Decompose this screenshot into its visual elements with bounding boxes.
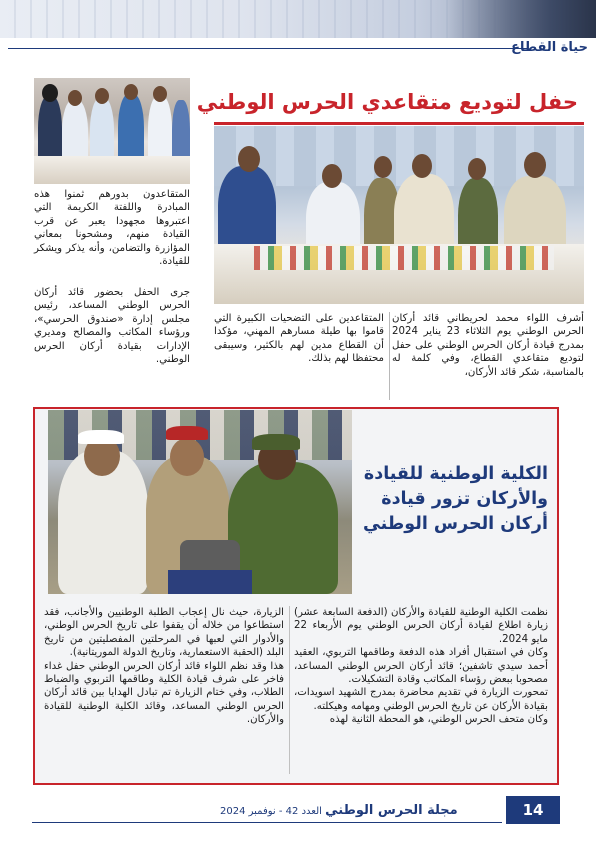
article2-col-right xyxy=(294,606,548,727)
article1-col-middle: المتقاعدين على التضحيات الكبيرة التي قاموا بها طيلة مسارهم المهني، مؤكدا أن القطاع مدين لهم بالكثير، وسيبقى محتفظا لهم بذلك. xyxy=(214,313,384,365)
header-banner xyxy=(0,0,596,38)
issue-info: العدد 42 - نوفمبر 2024 xyxy=(220,806,322,817)
photo-gift-exchange xyxy=(48,410,352,594)
section-label: حياة القطاع xyxy=(511,40,588,55)
magazine-name: مجلة الحرس الوطني xyxy=(325,803,458,818)
column-divider xyxy=(389,312,390,400)
article2-paragraph: وكان متحف الحرس الوطني، هو المحطة الثانية لهذه xyxy=(329,714,548,726)
column-divider xyxy=(289,606,290,774)
footer-info xyxy=(220,803,502,818)
photo-ceremony-group xyxy=(214,126,584,304)
article1-col-left-top: المتقاعدون بدورهم ثمنوا هذه المبادرة واللفتة الكريمة التي اعتبروها مجهودا يعبر عن قرب القيادة منهم، ومشحونا بمعاني المؤازرة والتضامن، وأنه يذكر ويشكر للقيادة. xyxy=(34,189,190,268)
article2-paragraph: نظمت الكلية الوطنية للقيادة والأركان (الدفعة السابعة عشر) زيارة اطلاع لقيادة أركان الحرس الوطني يوم الأربعاء 22 مايو 2024. xyxy=(294,607,548,645)
article2-paragraph: الزيارة، حيث نال إعجاب الطلبة الوطنيين والأجانب، فقد استطاعوا من خلاله أن يقفوا على تاريخ الحرس الوطني، والأدوار التي لعبها في المرحلتين المفصليتين من تاريخ البلد (الحقبة الاستعمارية، وتاريخ الدولة الموريتانية). xyxy=(44,607,284,659)
article1-col-left-bottom: جرى الحفل بحضور قائد أركان الحرس الوطني المساعد، رئيس مجلس إدارة «صندوق الحرسي»، ورؤساء المكاتب والمصالح ومديري الإدارات بقيادة أركان الحرس الوطني. xyxy=(34,287,190,366)
article2-paragraph: هذا وقد نظم اللواء قائد أركان الحرس الوطني حفل غداء فاخر على شرف قيادة الكلية وطاقمها التربوي والضباط الطلاب، وفي ختام الزيارة تم تبادل الهدايا بين قائد أركان الحرس الوطني المساعد، وقائد الكلية الوطنية للقيادة والأركان. xyxy=(44,660,284,726)
header-photo-strip xyxy=(446,0,596,38)
photo-retirees-table xyxy=(34,78,190,184)
featured-article-title: الكلية الوطنية للقيادة والأركان تزور قيادة أركان الحرس الوطني xyxy=(362,464,548,534)
article-title-text: حفل لتوديع متقاعدي الحرس الوطني xyxy=(196,90,578,114)
page-number: 14 xyxy=(506,796,560,824)
article-title xyxy=(196,86,584,125)
article2-paragraph: وكان في استقبال أفراد هذه الدفعة وطاقمها التربوي، العقيد أحمد سيدي تاشفين؛ قائد أركان الحرس الوطني المساعد، مصحوبا ببعض رؤساء المكاتب وقادة التشكيلات. xyxy=(294,647,548,686)
footer-rule xyxy=(32,822,502,823)
article2-col-left xyxy=(44,606,284,727)
article2-paragraph: تمحورت الزيارة في تقديم محاضرة بمدرج الشهيد اسويدات، بقيادة الأركان عن تاريخ الحرس الوطني ومهامه وهيكلته. xyxy=(294,687,548,712)
article1-col-right: أشرف اللواء محمد لحريطاني قائد أركان الحرس الوطني يوم الثلاثاء 23 يناير 2024 بمدرج قيادة أركان الحرس الوطني على حفل لتوديع متقاعدي القطاع، وفي كلمة له بالمناسبة، شكر قائد الأركان، xyxy=(392,313,584,378)
